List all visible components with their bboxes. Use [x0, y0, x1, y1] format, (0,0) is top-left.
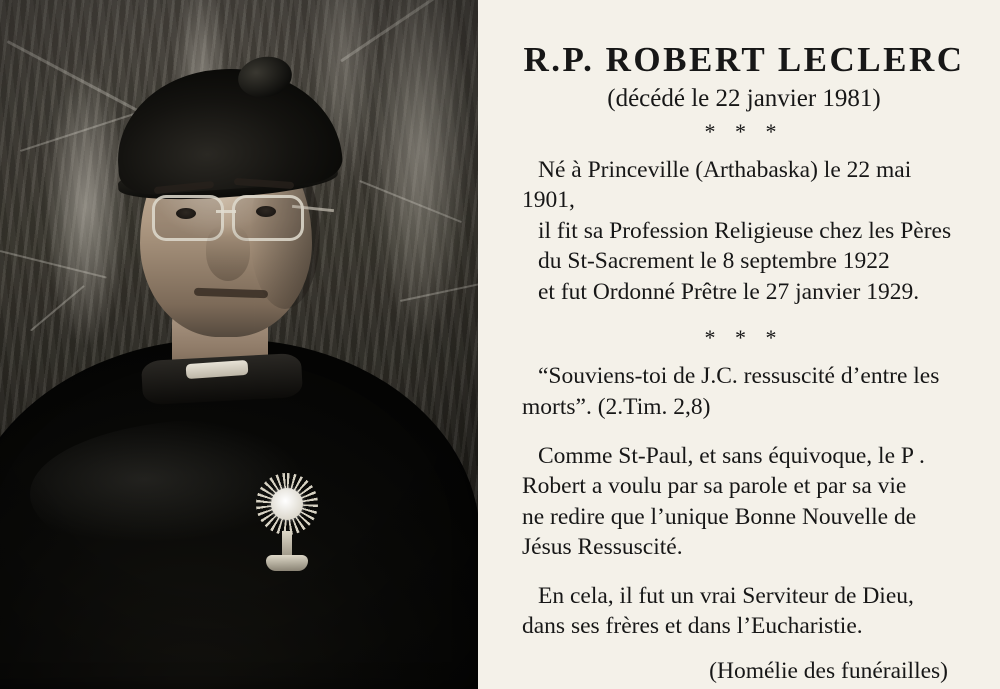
- closing-paragraph: [522, 581, 966, 642]
- source-attribution: (Homélie des funérailles): [709, 657, 948, 684]
- photo-vignette: [0, 0, 478, 689]
- death-date: (décédé le 22 janvier 1981): [607, 84, 881, 112]
- reflection-line: Jésus Ressuscité.: [522, 534, 683, 561]
- reflection-line: Robert a voulu par sa parole et par sa vie: [522, 473, 907, 500]
- scripture-quote: [522, 361, 966, 422]
- reflection-line: ne redire que l’unique Bonne Nouvelle de: [522, 503, 917, 530]
- biography-line: Né à Princeville (Arthabaska) le 22 mai: [538, 156, 912, 183]
- scripture-line: “Souviens-toi de J.C. ressuscité d’entre les: [538, 363, 940, 390]
- closing-line: dans ses frères et dans l’Eucharistie.: [522, 613, 863, 640]
- divider-stars-middle: * * *: [704, 325, 784, 351]
- reflection-line: Comme St-Paul, et sans équivoque, le P .: [538, 442, 925, 469]
- reflection-paragraph: [522, 441, 966, 563]
- closing-line: En cela, il fut un vrai Serviteur de Dieu,: [538, 582, 914, 609]
- biography-paragraph: [522, 155, 966, 308]
- page-title: R.P. ROBERT LECLERC: [523, 40, 965, 79]
- biography-line: et fut Ordonné Prêtre le 27 janvier 1929.: [538, 278, 920, 305]
- memorial-text-panel: [478, 0, 1000, 689]
- portrait-photograph: [0, 0, 478, 689]
- biography-line: il fit sa Profession Religieuse chez les Pères: [538, 217, 952, 244]
- biography-line: 1901,: [522, 187, 575, 214]
- biography-line: du St-Sacrement le 8 septembre 1922: [538, 248, 890, 275]
- scripture-line: morts”. (2.Tim. 2,8): [522, 394, 711, 421]
- divider-stars-top: * * *: [704, 118, 784, 144]
